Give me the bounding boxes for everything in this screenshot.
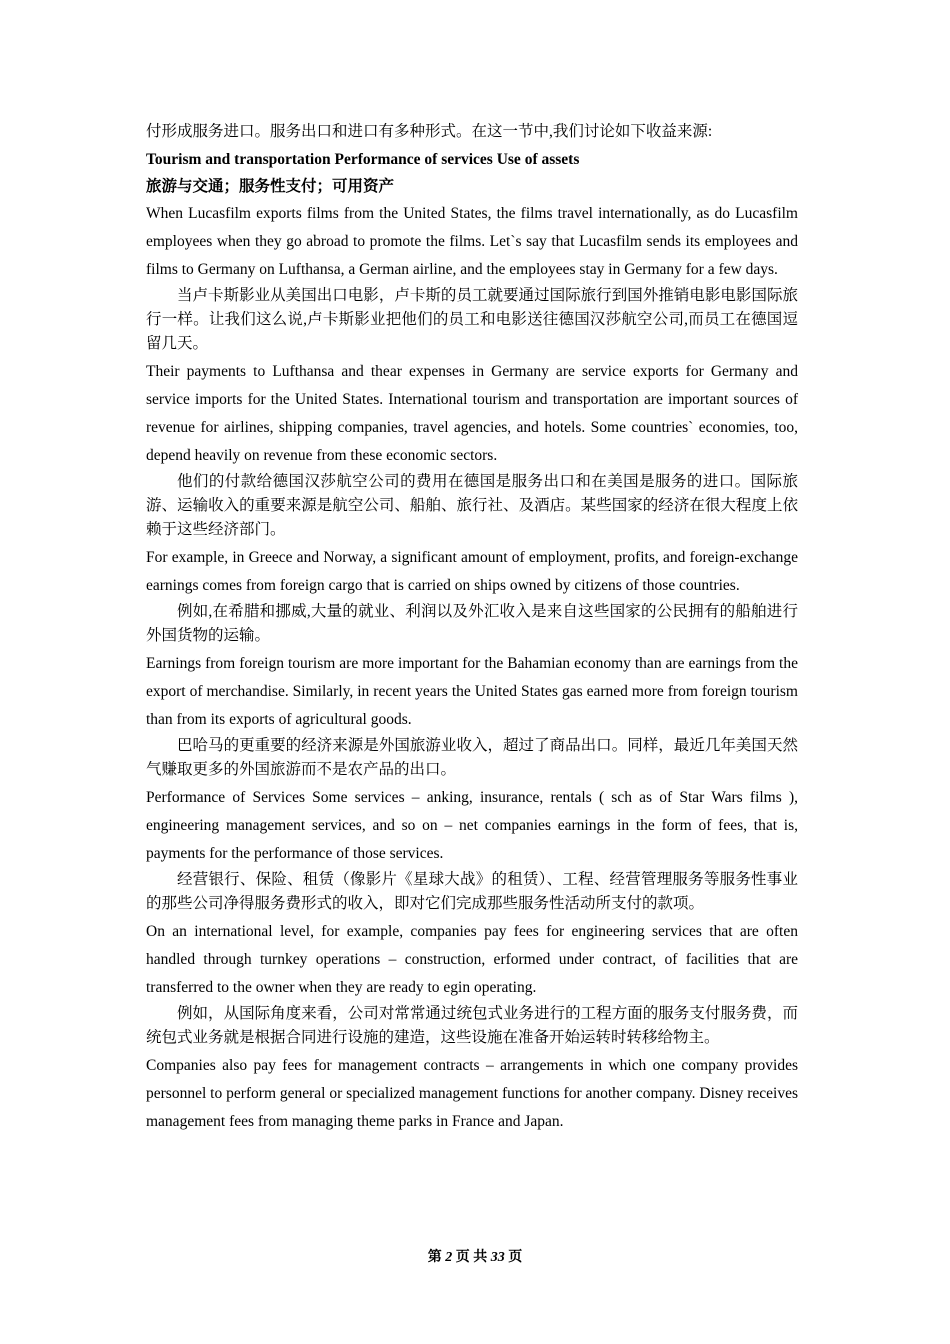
paragraph-zh-bahamas: 巴哈马的更重要的经济来源是外国旅游业收入，超过了商品出口。同样，最近几年美国天然气赚取更多的外国旅游而不是农产品的出口。: [146, 737, 798, 778]
paragraph-zh-turnkey: 例如，从国际角度来看，公司对常常通过统包式业务进行的工程方面的服务支付服务费，而统包式业务就是根据合同进行设施的建造，这些设施在准备开始运转时转移给物主。: [146, 1005, 798, 1046]
paragraph-en-greece-norway: For example, in Greece and Norway, a significant amount of employment, profits, and foreign-exchange earnings comes from foreign cargo that is carried on ships owned by citizens of those countries.: [146, 549, 798, 594]
paragraph-zh-intro: 付形成服务进口。服务出口和进口有多种形式。在这一节中,我们讨论如下收益来源:: [146, 123, 713, 140]
footer-suffix: 页: [504, 1250, 523, 1265]
footer-total-pages: 33: [490, 1250, 505, 1265]
section-heading-zh: 旅游与交通；服务性支付；可用资产: [146, 178, 395, 195]
paragraph-zh-lucasfilm: 当卢卡斯影业从美国出口电影，卢卡斯的员工就要通过国际旅行到国外推销电影电影国际旅行一样。让我们这么说,卢卡斯影业把他们的员工和电影送往德国汉莎航空公司,而员工在德国逗留几天。: [146, 287, 798, 352]
footer-middle: 页 共: [452, 1250, 491, 1265]
paragraph-en-turnkey: On an international level, for example, companies pay fees for engineering services that are often handled through turnkey operations – construction, erformed under contract, of facilities that are transferred to the owner when they are ready to egin operating.: [146, 923, 798, 996]
document-body: [146, 120, 798, 1136]
paragraph-en-performance-services: Performance of Services Some services – anking, insurance, rentals ( sch as of Star Wars films ), engineering management services, and so on – net companies earnings in the form of fees, that is, payments for the performance of those services.: [146, 789, 798, 862]
paragraph-en-bahamas: Earnings from foreign tourism are more important for the Bahamian economy than are earnings from the export of merchandise. Similarly, in recent years the United States gas earned more from foreign tourism than from its exports of agricultural goods.: [146, 655, 798, 728]
paragraph-zh-greece-norway: 例如,在希腊和挪威,大量的就业、利润以及外汇收入是来自这些国家的公民拥有的船舶进行外国货物的运输。: [146, 603, 798, 644]
paragraph-en-management-contracts: Companies also pay fees for management contracts – arrangements in which one company provides personnel to perform general or specialized management functions for another company. Disney receives management fees from managing theme parks in France and Japan.: [146, 1057, 798, 1130]
paragraph-en-lufthansa: Their payments to Lufthansa and thear expenses in Germany are service exports for Germany and service imports for the United States. International tourism and transportation are important sources of revenue for airlines, shipping companies, travel agencies, and hotels. Some countries` economies, too, depend heavily on revenue from these economic sectors.: [146, 363, 798, 464]
paragraph-en-lucasfilm: When Lucasfilm exports films from the United States, the films travel internationally, as do Lucasfilm employees when they go abroad to promote the films. Let`s say that Lucasfilm sends its employees and films to Germany on Lufthansa, a German airline, and the employees stay in Germany for a few days.: [146, 205, 798, 278]
section-heading-en: Tourism and transportation Performance of services Use of assets: [146, 151, 580, 168]
paragraph-zh-performance-services: 经营银行、保险、租赁（像影片《星球大战》的租赁）、工程、经营管理服务等服务性事业的那些公司净得服务费形式的收入，即对它们完成那些服务性活动所支付的款项。: [146, 871, 798, 912]
footer-page-number: 2: [445, 1250, 453, 1265]
page-footer: [0, 1246, 950, 1266]
footer-prefix: 第: [427, 1250, 446, 1265]
paragraph-zh-lufthansa: 他们的付款给德国汉莎航空公司的费用在德国是服务出口和在美国是服务的进口。国际旅游、运输收入的重要来源是航空公司、船舶、旅行社、及酒店。某些国家的经济在很大程度上依赖于这些经济部门。: [146, 473, 798, 538]
